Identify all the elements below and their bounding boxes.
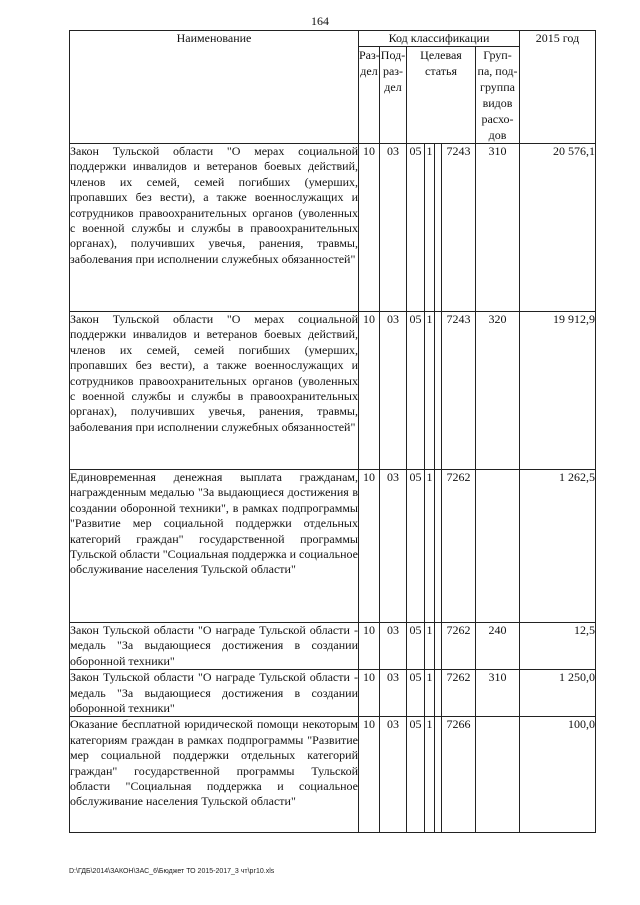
row-target-part4: 7262 [442,470,476,623]
row-target-part3 [435,312,442,470]
row-target-part2: 1 [425,670,435,717]
table-row [70,312,596,470]
header-classification: Код классификации [359,31,520,47]
row-target-part1: 05 [407,144,425,312]
header-expense-group: Груп- па, под- группа видов расхо- дов [476,47,520,144]
row-target-part4: 7262 [442,623,476,670]
row-razdel: 10 [359,312,380,470]
row-expense-group: 310 [476,670,520,717]
row-razdel: 10 [359,144,380,312]
table-row [70,670,596,717]
row-podrazdel: 03 [380,470,407,623]
row-target-part2: 1 [425,144,435,312]
row-target-part2: 1 [425,623,435,670]
header-year: 2015 год [520,31,596,144]
row-name: Закон Тульской области "О награде Тульской области - медаль "За выдающиеся достижения в создании оборонной техники" [70,670,358,716]
row-target-part2: 1 [425,470,435,623]
row-target-part1: 05 [407,312,425,470]
row-target-part3 [435,470,442,623]
row-target-part4: 7262 [442,670,476,717]
row-podrazdel: 03 [380,312,407,470]
row-amount: 1 250,0 [520,670,596,717]
row-target-part4: 7243 [442,312,476,470]
header-razdel: Раз- дел [359,47,380,144]
page-number: 164 [311,14,329,28]
row-target-part1: 05 [407,670,425,717]
row-razdel: 10 [359,670,380,717]
row-expense-group: 240 [476,623,520,670]
header-target-article: Целевая статья [407,47,476,144]
row-podrazdel: 03 [380,670,407,717]
row-expense-group [476,717,520,833]
table-row [70,623,596,670]
row-name: Закон Тульской области "О мерах социальной поддержки инвалидов и ветеранов боевых действий, членов их семей, семей погибших (умерших, пропавших без вести), а также военнослужащих и сотрудников правоохранительных органов (уволенных с военной службы и службы в правоохранительных органах), получивших увечья, ранения, травмы, заболевания при исполнении служебных обязанностей" [70,144,359,312]
row-amount: 100,0 [520,717,596,833]
row-target-part2: 1 [425,717,435,833]
row-podrazdel: 03 [380,717,407,833]
row-target-part2: 1 [425,312,435,470]
row-target-part1: 05 [407,623,425,670]
row-target-part3 [435,670,442,717]
row-razdel: 10 [359,470,380,623]
row-target-part3 [435,144,442,312]
row-target-part4: 7266 [442,717,476,833]
header-name: Наименование [70,31,359,144]
row-name: Закон Тульской области "О мерах социальной поддержки инвалидов и ветеранов боевых действий, членов их семей, семей погибших (умерших, пропавших без вести), а также военнослужащих и сотрудников правоохранительных органов (уволенных с военной службы и службы в правоохранительных органах), получивших увечья, ранения, травмы, заболевания при исполнении служебных обязанностей" [70,312,359,470]
row-target-part1: 05 [407,470,425,623]
row-podrazdel: 03 [380,623,407,670]
table-row [70,144,596,312]
header-podrazdel: Под- раз- дел [380,47,407,144]
row-razdel: 10 [359,623,380,670]
row-expense-group: 320 [476,312,520,470]
budget-table [69,30,596,833]
row-amount: 19 912,9 [520,312,596,470]
table-row [70,470,596,623]
row-name: Единовременная денежная выплата гражданам, награжденным медалью "За выдающиеся достижения в создании оборонной техники", в рамках подпрограммы "Развитие мер социальной поддержки отдельных категорий граждан" государственной программы Тульской области "Социальная поддержка и социальное обслуживание населения Тульской области" [70,470,359,623]
row-target-part3 [435,717,442,833]
row-expense-group: 310 [476,144,520,312]
row-target-part1: 05 [407,717,425,833]
row-amount: 1 262,5 [520,470,596,623]
row-podrazdel: 03 [380,144,407,312]
row-amount: 20 576,1 [520,144,596,312]
row-amount: 12,5 [520,623,596,670]
file-path-footer: D:\ГДБ\2014\ЗАКОН\ЗАС_6\Бюджет ТО 2015-2017_3 чт\рг10.xls [69,868,275,875]
row-name: Закон Тульской области "О награде Тульской области - медаль "За выдающиеся достижения в создании оборонной техники" [70,623,358,668]
row-target-part4: 7243 [442,144,476,312]
table-row [70,717,596,833]
row-name: Оказание бесплатной юридической помощи некоторым категориям граждан в рамках подпрограммы "Развитие мер социальной поддержки отдельных категорий граждан" государственной программы Тульской области "Социальная поддержка и социальное обслуживание населения Тульской области" [70,717,359,833]
row-target-part3 [435,623,442,670]
row-razdel: 10 [359,717,380,833]
row-expense-group [476,470,520,623]
